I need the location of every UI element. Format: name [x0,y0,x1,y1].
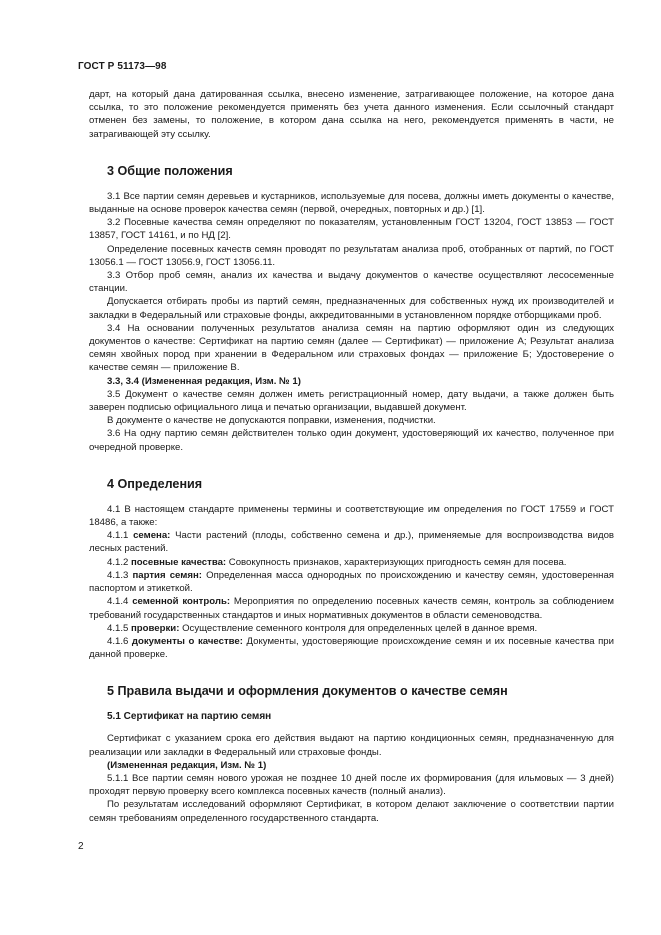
document-body [89,88,614,825]
document-header: ГОСТ Р 51173—98 [78,61,167,72]
definition-number: 4.1.4 [107,596,129,608]
definition-number: 4.1.5 [107,622,129,634]
section-4-heading: 4 Определения [107,476,203,491]
definition-term: проверки: [131,622,180,634]
paragraph: 3.1 Все партии семян деревьев и кустарников, используемые для посева, должны иметь документы о качестве, выданные на основе проверок качества семян (первой, очередных, повторных и др.) [1]. [89,190,614,216]
subsection-5-1-heading: 5.1 Сертификат на партию семян [107,711,272,723]
paragraph: 4.1 В настоящем стандарте применены термины и соответствующие им определения по ГОСТ 17559 и ГОСТ 18486, а также: [89,503,614,529]
paragraph: 3.6 На одну партию семян действителен только один документ, удостоверяющий их качество, полученное при очередной проверке. [89,428,614,453]
definition-term: партия семян: [132,569,202,581]
definition-term: семена: [133,530,171,542]
definition-text: Мероприятия по определению посевных качеств семян, контроль за соблюдением требований государственных стандартов и иных нормативных документов в области семеноводства. [89,596,615,621]
amendment-text: (Измененная редакция, Изм. № 1) [107,759,267,771]
paragraph: По результатам исследований оформляют Сертификат, в котором делают заключение о соответствии партии семян требованиям определенного государственного стандарта. [89,799,614,824]
definition-sowing-qualities [89,556,614,569]
paragraph: 5.1.1 Все партии семян нового урожая не позднее 10 дней после их формирования (для ильмовых — 3 дней) проходят первую проверку всего комплекса посевных качеств (полный анализ). [89,772,614,798]
definition-inspections [89,622,614,635]
definition-number: 4.1.1 [107,530,129,542]
definition-seeds [89,529,614,555]
definition-text: Определенная масса однородных по происхождению и качеству семян, удостоверенная паспортом и этикеткой. [89,569,615,595]
amendment-text: 3.3, 3.4 (Измененная редакция, Изм. № 1) [107,375,301,387]
intro-paragraph: дарт, на который дана датированная ссылка, внесено изменение, затрагивающее положение, на которое дана ссылка, то это положение рекомендуется применять без учета данного изменения. Если ссылочный стандарт отменен без замены, то положение, в котором дана ссылка на него, рекомендуется применять в части, не затрагивающей эту ссылку. [89,89,614,140]
amendment-note [89,375,614,388]
section-5-heading: 5 Правила выдачи и оформления документов о качестве семян [107,684,508,699]
page-number: 2 [78,841,84,852]
definition-number: 4.1.6 [107,635,129,647]
definition-term: семенной контроль: [132,596,231,608]
definition-term: посевные качества: [131,556,227,568]
paragraph: В документе о качестве не допускаются поправки, изменения, подчистки. [107,415,436,427]
definition-seed-lot [89,569,614,595]
definition-text: Совокупность признаков, характеризующих пригодность семян для посева. [228,556,567,568]
definition-number: 4.1.3 [107,569,129,581]
paragraph: 3.5 Документ о качестве семян должен иметь регистрационный номер, дату выдачи, а также должен быть заверен подписью официального лица и печатью организации, выдавшей документ. [89,388,614,414]
amendment-note [89,759,614,772]
definition-text: Осуществление семенного контроля для определенных целей в данное время. [182,622,538,634]
paragraph: Сертификат с указанием срока его действия выдают на партию кондиционных семян, предназначенную для реализации или закладки в Федеральный или страховые фонды. [89,733,614,758]
paragraph: Определение посевных качеств семян проводят по результатам анализа проб, отобранных от партий, по ГОСТ 13056.1 — ГОСТ 13056.9, ГОСТ 13056.11. [89,243,614,268]
definition-number: 4.1.2 [107,556,129,568]
paragraph: 3.3 Отбор проб семян, анализ их качества и выдачу документов о качестве осуществляют лесосеменные станции. [89,270,614,295]
definition-quality-documents [89,635,614,661]
definition-term: документы о качестве: [131,635,243,647]
paragraph: Допускается отбирать пробы из партий семян, предназначенных для собственных нужд их производителей и закладки в Федеральный или страховые фонды, аккредитованными в установленном порядке отборщиками проб. [89,296,614,321]
definition-text: Документы, удостоверяющие происхождение семян и их посевные качества при данной проверке. [89,635,614,661]
paragraph: 3.2 Посевные качества семян определяют по показателям, установленным ГОСТ 13204, ГОСТ 13853 — ГОСТ 13857, ГОСТ 14161, и по НД [2]. [89,217,614,242]
definition-seed-control [89,595,614,621]
definition-text: Части растений (плоды, собственно семена и др.), применяемые для воспроизводства видов лесных растений. [89,530,615,555]
paragraph: 3.4 На основании полученных результатов анализа семян на партию оформляют один из следующих документов о качестве: Сертификат на партию семян (далее — Сертификат) — приложение А; Результат анализа семян хвойных пород при хранении в Федеральном или страховых фондах — приложение Б; Удостоверение о качестве семян — приложение В. [89,322,614,374]
section-3-heading: 3 Общие положения [107,163,233,178]
